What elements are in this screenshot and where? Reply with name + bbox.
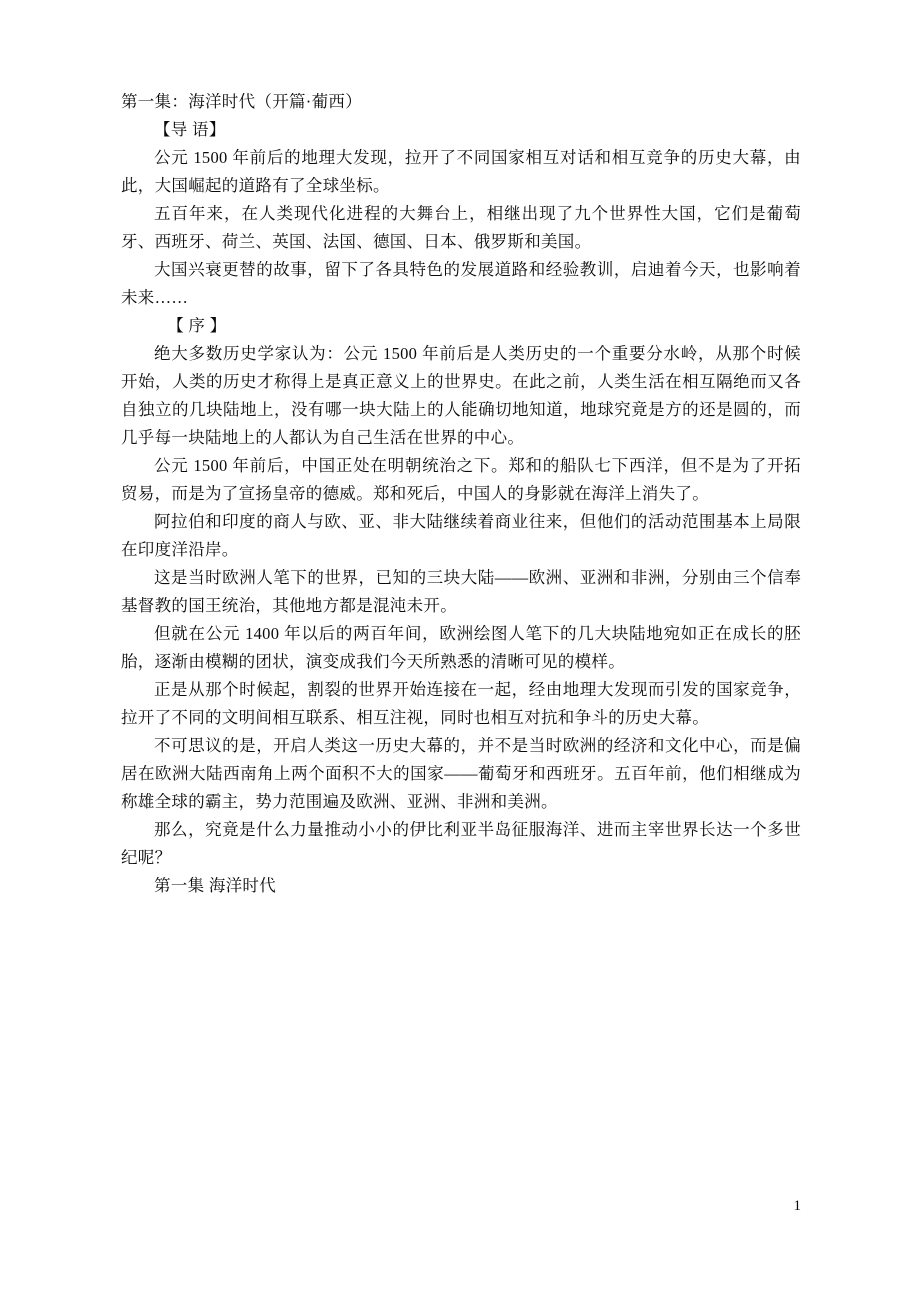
document-body xyxy=(121,88,801,900)
paragraph-preface-8: 那么，究竟是什么力量推动小小的伊比利亚半岛征服海洋、进而主宰世界长达一个多世纪呢？ xyxy=(121,820,801,867)
paragraph-preface-7: 不可思议的是，开启人类这一历史大幕的，并不是当时欧洲的经济和文化中心，而是偏居在欧洲大陆西南角上两个面积不大的国家——葡萄牙和西班牙。五百年前，他们相继成为称雄全球的霸主，势力范围遍及欧洲、亚洲、非洲和美洲。 xyxy=(121,736,801,811)
footer-line: 第一集 海洋时代 xyxy=(154,876,277,895)
paragraph-intro-2: 五百年来，在人类现代化进程的大舞台上，相继出现了九个世界性大国，它们是葡萄牙、西班牙、荷兰、英国、法国、德国、日本、俄罗斯和美国。 xyxy=(121,204,801,251)
paragraph-preface-3: 阿拉伯和印度的商人与欧、亚、非大陆继续着商业往来，但他们的活动范围基本上局限在印度洋沿岸。 xyxy=(121,512,801,559)
paragraph-preface-4: 这是当时欧洲人笔下的世界，已知的三块大陆——欧洲、亚洲和非洲，分别由三个信奉基督教的国王统治，其他地方都是混沌未开。 xyxy=(121,568,801,615)
page-number: 1 xyxy=(793,1198,801,1214)
document-title: 第一集：海洋时代（开篇·葡西） xyxy=(121,92,362,111)
paragraph-preface-1: 绝大多数历史学家认为：公元 1500 年前后是人类历史的一个重要分水岭，从那个时候开始，人类的历史才称得上是真正意义上的世界史。在此之前，人类生活在相互隔绝而又各自独立的几块陆地上，没有哪一块大陆上的人能确切地知道，地球究竟是方的还是圆的，而几乎每一块陆地上的人都认为自己生活在世界的中心。 xyxy=(121,344,801,447)
paragraph-preface-2: 公元 1500 年前后，中国正处在明朝统治之下。郑和的船队七下西洋，但不是为了开拓贸易，而是为了宣扬皇帝的德威。郑和死后，中国人的身影就在海洋上消失了。 xyxy=(121,456,801,503)
paragraph-intro-3: 大国兴衰更替的故事，留下了各具特色的发展道路和经验教训，启迪着今天，也影响着未来…… xyxy=(121,260,801,307)
section-label-intro: 【导 语】 xyxy=(154,120,226,139)
section-label-preface: 【 序 】 xyxy=(167,316,227,335)
paragraph-preface-5: 但就在公元 1400 年以后的两百年间，欧洲绘图人笔下的几大块陆地宛如正在成长的胚胎，逐渐由模糊的团状，演变成我们今天所熟悉的清晰可见的模样。 xyxy=(121,624,801,671)
paragraph-preface-6: 正是从那个时候起，割裂的世界开始连接在一起，经由地理大发现而引发的国家竞争，拉开了不同的文明间相互联系、相互注视，同时也相互对抗和争斗的历史大幕。 xyxy=(121,680,801,727)
paragraph-intro-1: 公元 1500 年前后的地理大发现，拉开了不同国家相互对话和相互竞争的历史大幕，由此，大国崛起的道路有了全球坐标。 xyxy=(121,148,801,195)
